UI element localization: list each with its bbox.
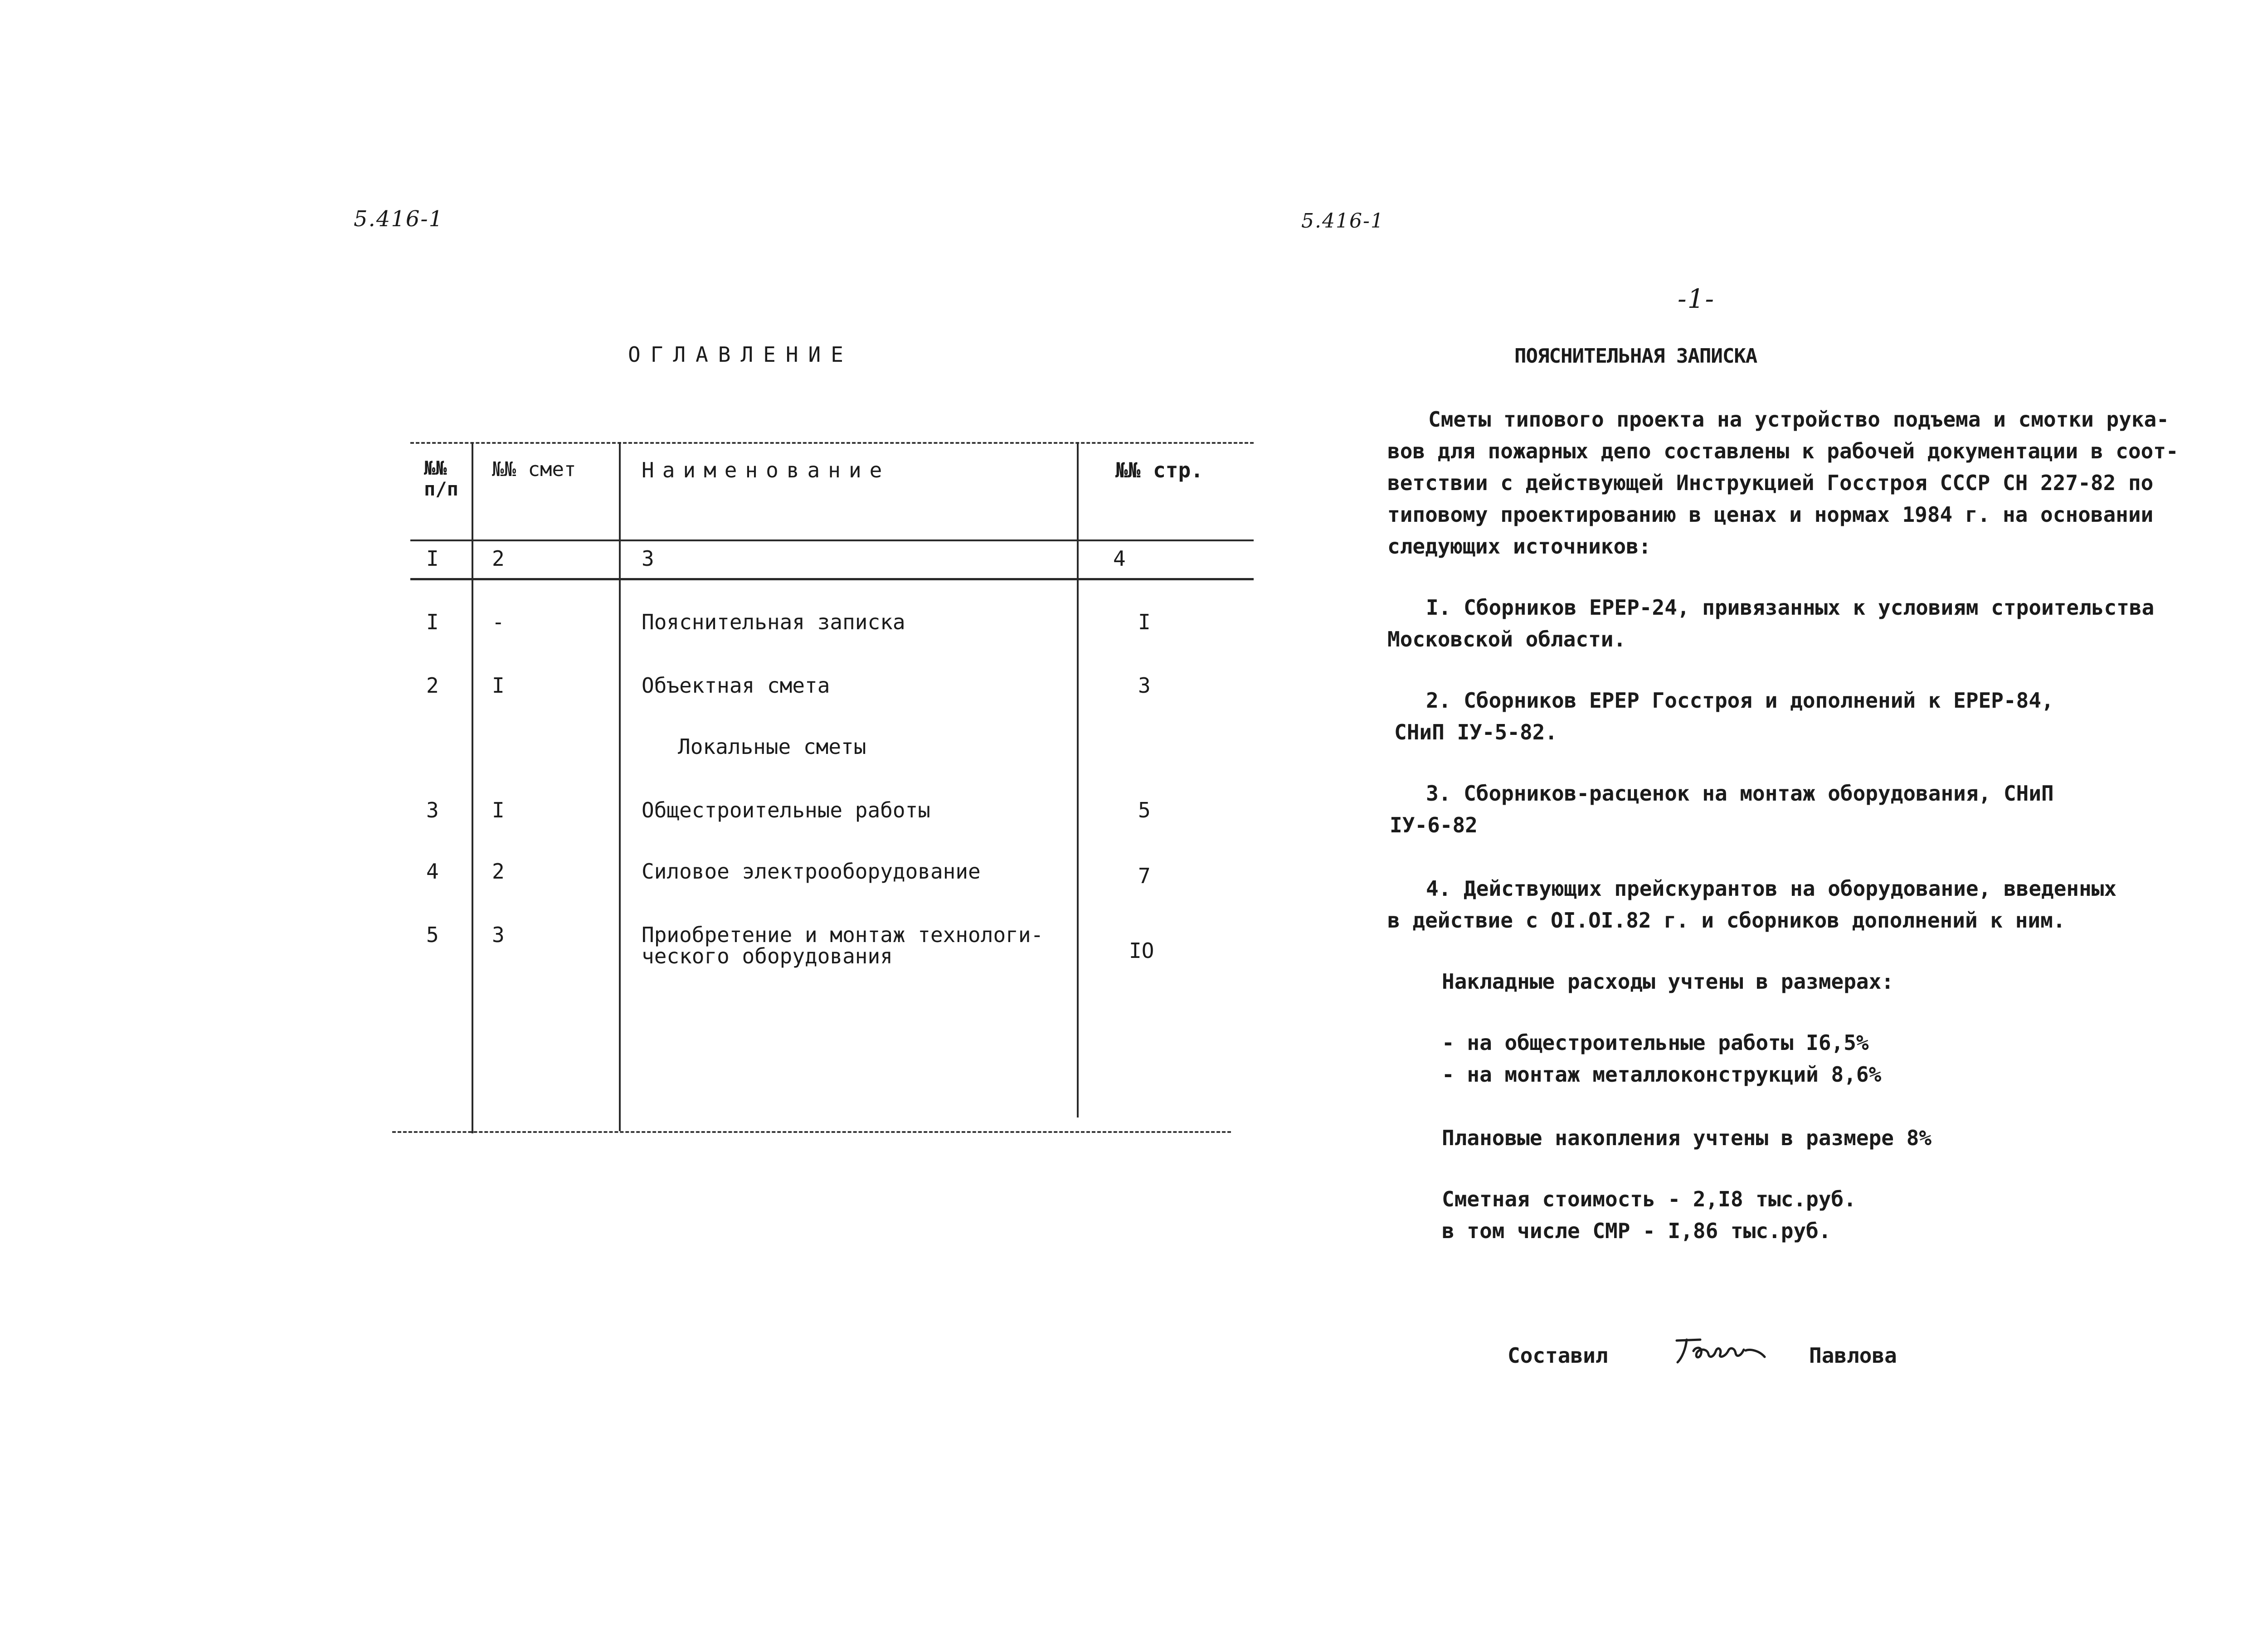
source-4-line-1: 4. Действующих прейскурантов на оборудование, введенных — [1426, 876, 2117, 901]
signature-scribble — [1669, 1331, 1773, 1371]
row-2-name: Объектная смета — [642, 673, 830, 698]
table-top-rule — [410, 442, 1254, 444]
row-4-number: 4 — [426, 859, 439, 884]
page-title-contents: ОГЛАВЛЕНИЕ — [628, 342, 853, 367]
overhead-item-metal-structures: - на монтаж металлоконструкций 8,6% — [1442, 1062, 1882, 1087]
intro-line-2: вов для пожарных депо составлены к рабочей документации в соот- — [1387, 439, 2179, 463]
source-2-line-2: СНиП IУ-5-82. — [1394, 720, 1558, 744]
table-col-divider-3 — [1077, 442, 1079, 1118]
source-3-line-1: 3. Сборников-расценок на монтаж оборудования, СНиП — [1426, 781, 2054, 806]
row-2-page: 3 — [1138, 673, 1151, 698]
row-3-estimate: I — [492, 798, 505, 822]
row-5-estimate: 3 — [492, 923, 505, 947]
row-2-estimate: I — [492, 673, 505, 698]
intro-line-5: следующих источников: — [1387, 534, 1651, 559]
source-4-line-2: в действие с OI.OI.82 г. и сборников дополнений к ним. — [1387, 908, 2066, 933]
row-4-page: 7 — [1138, 864, 1151, 888]
row-5-name-line-2: ческого оборудования — [642, 944, 893, 968]
construction-cost: в том числе СМР - I,86 тыс.руб. — [1442, 1219, 1831, 1243]
row-1-page: I — [1138, 610, 1151, 634]
document-code-right: 5.416-1 — [1301, 209, 1384, 233]
row-2-number: 2 — [426, 673, 439, 698]
row-1-number: I — [426, 610, 439, 634]
overhead-title: Накладные расходы учтены в размерах: — [1442, 969, 1894, 994]
table-number-rule — [410, 578, 1254, 580]
row-4-estimate: 2 — [492, 859, 505, 884]
column-number-4: 4 — [1113, 546, 1126, 571]
source-2-line-1: 2. Сборников ЕРЕР Госстроя и дополнений к ЕРЕР-84, — [1426, 688, 2054, 713]
row-4-name: Силовое электрооборудование — [642, 859, 981, 884]
estimated-cost: Сметная стоимость - 2,I8 тыс.руб. — [1442, 1187, 1856, 1211]
row-3-number: 3 — [426, 798, 439, 822]
column-number-2: 2 — [492, 546, 505, 571]
intro-line-4: типовому проектированию в ценах и нормах 1984 г. на основании — [1387, 502, 2154, 527]
page-number: -1- — [1678, 283, 1715, 314]
table-col-divider-1 — [472, 442, 473, 1133]
row-1-estimate: - — [492, 610, 505, 634]
header-row-number: №№ п/п — [424, 457, 458, 500]
compiler-name: Павлова — [1809, 1343, 1897, 1368]
source-1-line-2: Московской области. — [1387, 627, 1626, 651]
row-1-name: Пояснительная записка — [642, 610, 905, 634]
source-1-line-1: I. Сборников ЕРЕР-24, привязанных к условиям строительства — [1426, 595, 2155, 620]
planned-savings: Плановые накопления учтены в размере 8% — [1442, 1126, 1932, 1150]
handwritten-signature — [1669, 1331, 1773, 1371]
intro-line-3: ветствии с действующей Инструкцией Госстроя СССР СН 227-82 по — [1387, 471, 2154, 495]
header-estimate-number: №№ смет — [492, 458, 576, 481]
column-number-3: 3 — [642, 546, 654, 571]
row-3-page: 5 — [1138, 798, 1151, 822]
row-3-name: Общестроительные работы — [642, 798, 930, 822]
section-heading-local-estimates: Локальные сметы — [678, 734, 866, 759]
table-header-rule — [410, 539, 1254, 541]
row-5-page: IO — [1129, 938, 1154, 963]
column-number-1: I — [426, 546, 439, 571]
header-page-number: №№ стр. — [1115, 458, 1203, 482]
source-3-line-2: IУ-6-82 — [1390, 813, 1478, 837]
compiled-by-label: Составил — [1508, 1343, 1608, 1368]
header-name: Наименование — [642, 458, 890, 482]
overhead-item-general-construction: - на общестроительные работы I6,5% — [1442, 1030, 1869, 1055]
explanatory-note-heading: ПОЯСНИТЕЛЬНАЯ ЗАПИСКА — [1514, 345, 1757, 368]
table-bottom-rule — [392, 1131, 1231, 1133]
intro-line-1: Сметы типового проекта на устройство подъема и смотки рука- — [1428, 407, 2169, 432]
row-5-name-line-1: Приобретение и монтаж технологи- — [642, 923, 1044, 947]
row-5-number: 5 — [426, 923, 439, 947]
table-col-divider-2 — [619, 442, 621, 1131]
document-code-left: 5.416-1 — [354, 206, 444, 232]
